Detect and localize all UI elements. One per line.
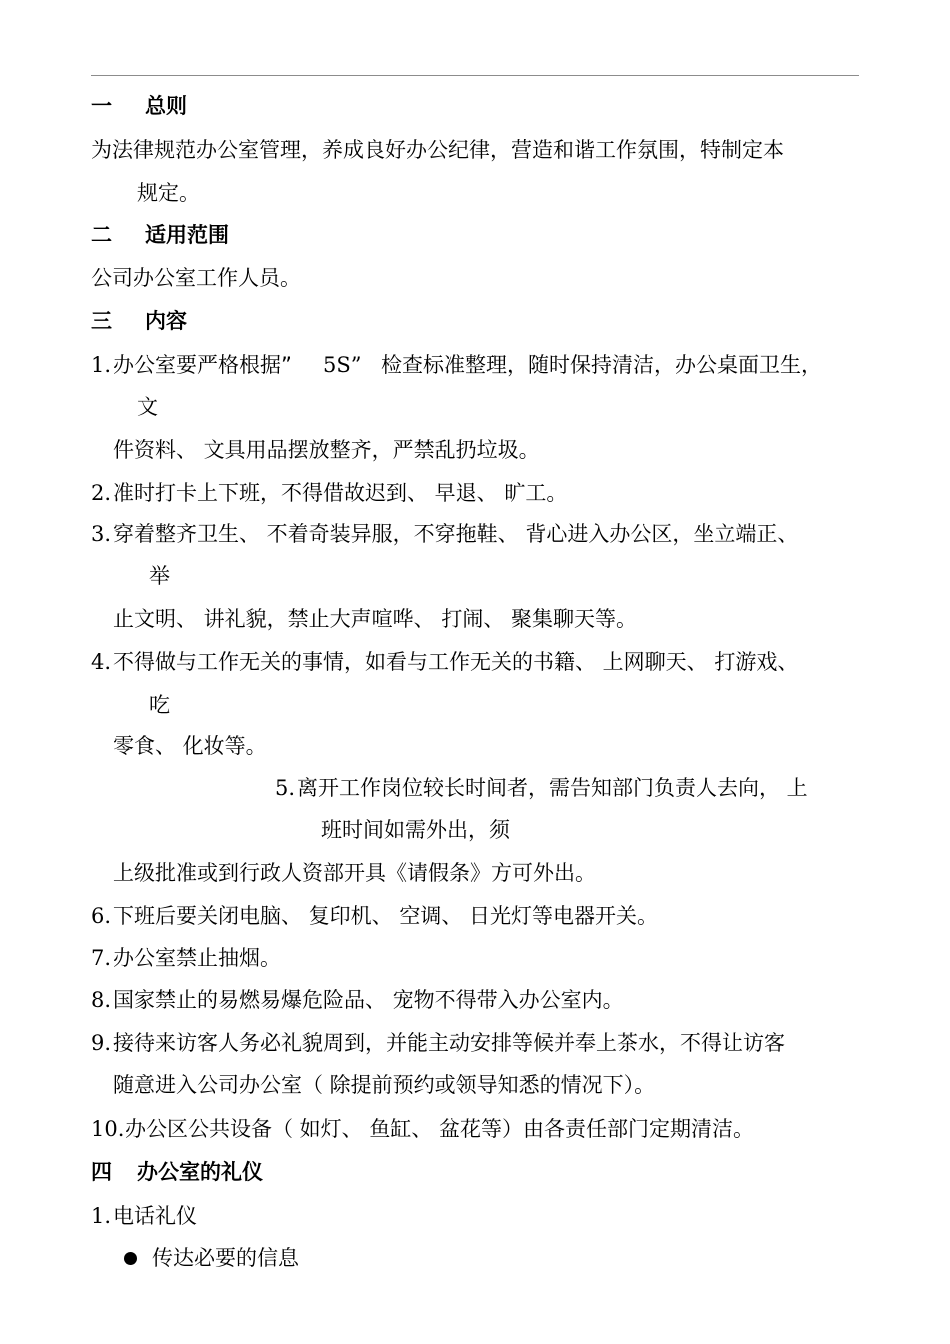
item-text: 穿着整齐卫生、 不着奇装异服，不穿拖鞋、 背心进入办公区，坐立端正、 <box>113 522 799 546</box>
item-number: 9. <box>91 1031 112 1055</box>
section-number-2: 二 <box>91 223 112 247</box>
item-text: 办公室要严格根据” <box>113 353 292 377</box>
section-number-1: 一 <box>91 94 112 118</box>
item-text: 举 <box>149 564 170 588</box>
item-number: 4. <box>91 650 112 674</box>
item-text: 准时打卡上下班，不得借故迟到、 早退、 旷工。 <box>113 481 568 505</box>
item-number: 6. <box>91 904 112 928</box>
item-text: 5S” <box>323 353 362 377</box>
item-text: 检查标准整理，随时保持清洁，办公桌面卫生， <box>381 353 822 377</box>
paragraph-line: 公司办公室工作人员。 <box>91 266 301 290</box>
paragraph-line: 规定。 <box>137 181 200 205</box>
section-title-3: 内容 <box>145 309 187 333</box>
section-title-4: 办公室的礼仪 <box>137 1160 263 1184</box>
item-number: 5. <box>275 776 296 800</box>
item-number: 7. <box>91 946 112 970</box>
item-text: 上级批准或到行政人资部开具《请假条》方可外出。 <box>113 861 596 885</box>
item-number: 2. <box>91 481 112 505</box>
item-text: 办公区公共设备（ 如灯、 鱼缸、 盆花等）由各责任部门定期清洁。 <box>125 1117 755 1141</box>
section-title-2: 适用范围 <box>145 223 229 247</box>
item-text: 不得做与工作无关的事情，如看与工作无关的书籍、 上网聊天、 打游戏、 <box>113 650 799 674</box>
item-text: 下班后要关闭电脑、 复印机、 空调、 日光灯等电器开关。 <box>113 904 659 928</box>
section-number-4: 四 <box>91 1160 112 1184</box>
item-text: 件资料、 文具用品摆放整齐，严禁乱扔垃圾。 <box>113 438 540 462</box>
section-title-1: 总则 <box>145 94 187 118</box>
item-text: 离开工作岗位较长时间者，需告知部门负责人去向， 上 <box>297 776 808 800</box>
item-text: 止文明、 讲礼貌，禁止大声喧哗、 打闹、 聚集聊天等。 <box>113 607 638 631</box>
item-number: 3. <box>91 522 112 546</box>
paragraph-line: 为法律规范办公室管理，养成良好办公纪律，营造和谐工作氛围，特制定本 <box>91 138 784 162</box>
item-text: 文 <box>137 395 158 419</box>
item-text: 吃 <box>149 693 170 717</box>
bullet-text: 传达必要的信息 <box>152 1246 299 1270</box>
bullet-icon <box>124 1252 137 1265</box>
item-number: 10. <box>91 1117 125 1141</box>
item-text: 零食、 化妆等。 <box>113 734 267 758</box>
item-text: 接待来访客人务必礼貌周到，并能主动安排等候并奉上茶水，不得让访客 <box>113 1031 785 1055</box>
item-text: 国家禁止的易燃易爆危险品、 宠物不得带入办公室内。 <box>113 988 624 1012</box>
section-number-3: 三 <box>91 309 112 333</box>
header-rule <box>91 75 859 76</box>
item-number: 1. <box>91 1204 112 1228</box>
item-text: 班时间如需外出，须 <box>321 818 510 842</box>
item-text: 电话礼仪 <box>113 1204 197 1228</box>
item-number: 8. <box>91 988 112 1012</box>
item-text: 办公室禁止抽烟。 <box>113 946 281 970</box>
item-number: 1. <box>91 353 112 377</box>
item-text: 随意进入公司办公室（ 除提前预约或领导知悉的情况下）。 <box>113 1073 656 1097</box>
